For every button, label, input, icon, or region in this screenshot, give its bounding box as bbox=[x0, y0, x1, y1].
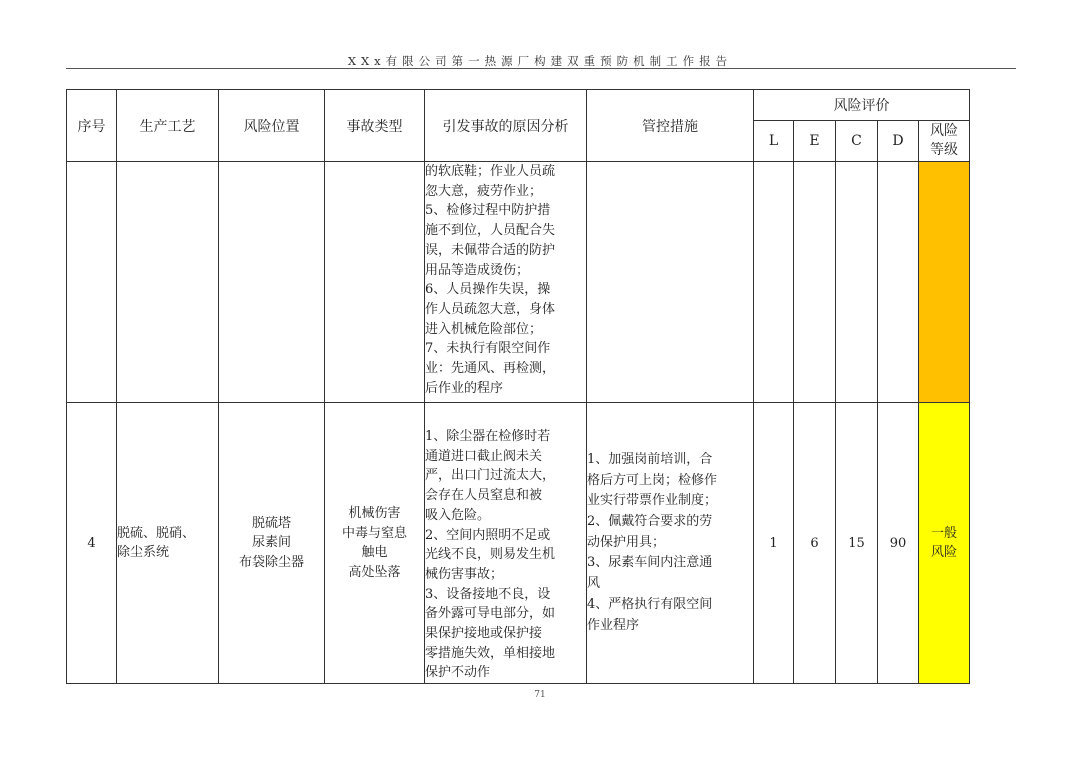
accident-line: 机械伤害 bbox=[348, 506, 401, 522]
header-D: D bbox=[878, 121, 919, 162]
control-line: 格后方可上岗；检修作 bbox=[587, 472, 718, 488]
page-number: 71 bbox=[534, 690, 546, 700]
cause-line: 会存在人员窒息和被 bbox=[425, 488, 543, 504]
cause-line: 2、空间内照明不足或 bbox=[425, 527, 551, 543]
cause-line: 5、检修过程中防护措 bbox=[425, 203, 551, 219]
cause-line: 施不到位，人员配合失 bbox=[425, 223, 556, 239]
cause-line: 用品等造成烫伤； bbox=[425, 262, 530, 278]
cause-line: 业：先通风、再检测， bbox=[425, 361, 556, 377]
row2-seq: 4 bbox=[67, 403, 117, 684]
risk-assessment-table bbox=[66, 89, 970, 684]
table-row bbox=[67, 162, 970, 403]
table-row bbox=[67, 403, 970, 684]
cause-line: 备外露可导电部分，如 bbox=[425, 606, 556, 622]
control-line: 2、佩戴符合要求的劳 bbox=[587, 514, 713, 530]
risk-level-line: 风险 bbox=[931, 545, 958, 561]
row1-seq bbox=[67, 162, 117, 403]
cause-line: 保护不动作 bbox=[425, 665, 491, 681]
row1-process bbox=[117, 162, 219, 403]
cause-line: 的软底鞋；作业人员疏 bbox=[425, 164, 556, 179]
row1-location bbox=[219, 162, 325, 403]
header-C: C bbox=[836, 121, 878, 162]
cause-line: 械伤害事故； bbox=[425, 566, 504, 582]
row1-control-measures bbox=[587, 162, 754, 403]
accident-line: 触电 bbox=[361, 545, 388, 561]
row2-control-measures bbox=[587, 403, 754, 684]
cause-line: 1、除尘器在检修时若 bbox=[425, 429, 551, 444]
control-line: 4、严格执行有限空间 bbox=[587, 596, 713, 612]
row1-L bbox=[754, 162, 794, 403]
row1-risk-level bbox=[919, 162, 970, 403]
accident-line: 高处坠落 bbox=[348, 564, 401, 580]
cause-line: 零措施失效，单相接地 bbox=[425, 645, 556, 661]
row1-cause-analysis bbox=[425, 162, 587, 403]
location-line: 脱硫塔 bbox=[251, 515, 291, 531]
control-line: 风 bbox=[587, 576, 601, 592]
row2-L: 1 bbox=[754, 403, 794, 684]
cause-line: 误，未佩带合适的防护 bbox=[425, 242, 556, 258]
header-risk-level-line2: 等级 bbox=[930, 142, 959, 158]
accident-line: 中毒与窒息 bbox=[341, 525, 407, 541]
control-line: 3、尿素车间内注意通 bbox=[587, 555, 713, 571]
header-E: E bbox=[794, 121, 836, 162]
header-risk-evaluation: 风险评价 bbox=[754, 90, 970, 121]
header-divider bbox=[66, 68, 1016, 69]
row1-D bbox=[878, 162, 919, 403]
row1-accident-type bbox=[325, 162, 425, 403]
row2-D: 90 bbox=[878, 403, 919, 684]
cause-line: 作人员疏忽大意，身体 bbox=[425, 301, 556, 317]
control-line: 业实行带票作业制度； bbox=[587, 493, 718, 509]
header-L: L bbox=[754, 121, 794, 162]
cause-line: 严，出口门过流太大， bbox=[425, 468, 556, 484]
row2-E: 6 bbox=[794, 403, 836, 684]
cause-line: 3、设备接地不良，设 bbox=[425, 586, 551, 602]
cause-line: 光线不良，则易发生机 bbox=[425, 547, 556, 563]
header-risk-level-line1: 风险 bbox=[930, 122, 959, 139]
row2-process bbox=[117, 403, 219, 684]
header-accident-type: 事故类型 bbox=[325, 90, 425, 162]
row2-accident-type bbox=[325, 403, 425, 684]
risk-level-line: 一般 bbox=[931, 525, 958, 541]
header-cause-analysis: 引发事故的原因分析 bbox=[425, 90, 587, 162]
cause-line: 后作业的程序 bbox=[425, 380, 504, 396]
row2-risk-level bbox=[919, 403, 970, 684]
cause-line: 果保护接地或保护接 bbox=[425, 626, 543, 642]
report-header-title: XXx有限公司第一热源厂构建双重预防机制工作报告 bbox=[347, 54, 733, 68]
location-line: 尿素间 bbox=[251, 535, 291, 551]
cause-line: 7、未执行有限空间作 bbox=[425, 341, 551, 357]
process-line: 除尘系统 bbox=[117, 545, 170, 561]
header-risk-level bbox=[919, 121, 970, 162]
control-line: 动保护用具； bbox=[587, 534, 666, 550]
header-location: 风险位置 bbox=[219, 90, 325, 162]
cause-line: 通道进口截止阀未关 bbox=[425, 448, 543, 464]
cause-line: 吸入危险。 bbox=[425, 507, 491, 523]
location-line: 布袋除尘器 bbox=[238, 554, 304, 570]
control-line: 1、加强岗前培训，合 bbox=[587, 451, 713, 467]
cause-line: 进入机械危险部位； bbox=[425, 321, 543, 337]
cause-line: 6、人员操作失误，操 bbox=[425, 282, 551, 298]
row2-cause-analysis bbox=[425, 403, 587, 684]
header-seq: 序号 bbox=[67, 90, 117, 162]
header-process: 生产工艺 bbox=[117, 90, 219, 162]
row2-C: 15 bbox=[836, 403, 878, 684]
control-line: 作业程序 bbox=[587, 617, 640, 633]
process-line: 脱硫、脱硝、 bbox=[117, 526, 196, 542]
header-control-measures: 管控措施 bbox=[587, 90, 754, 162]
cause-line: 忽大意，疲劳作业； bbox=[425, 183, 543, 199]
row2-location bbox=[219, 403, 325, 684]
row1-C bbox=[836, 162, 878, 403]
row1-E bbox=[794, 162, 836, 403]
